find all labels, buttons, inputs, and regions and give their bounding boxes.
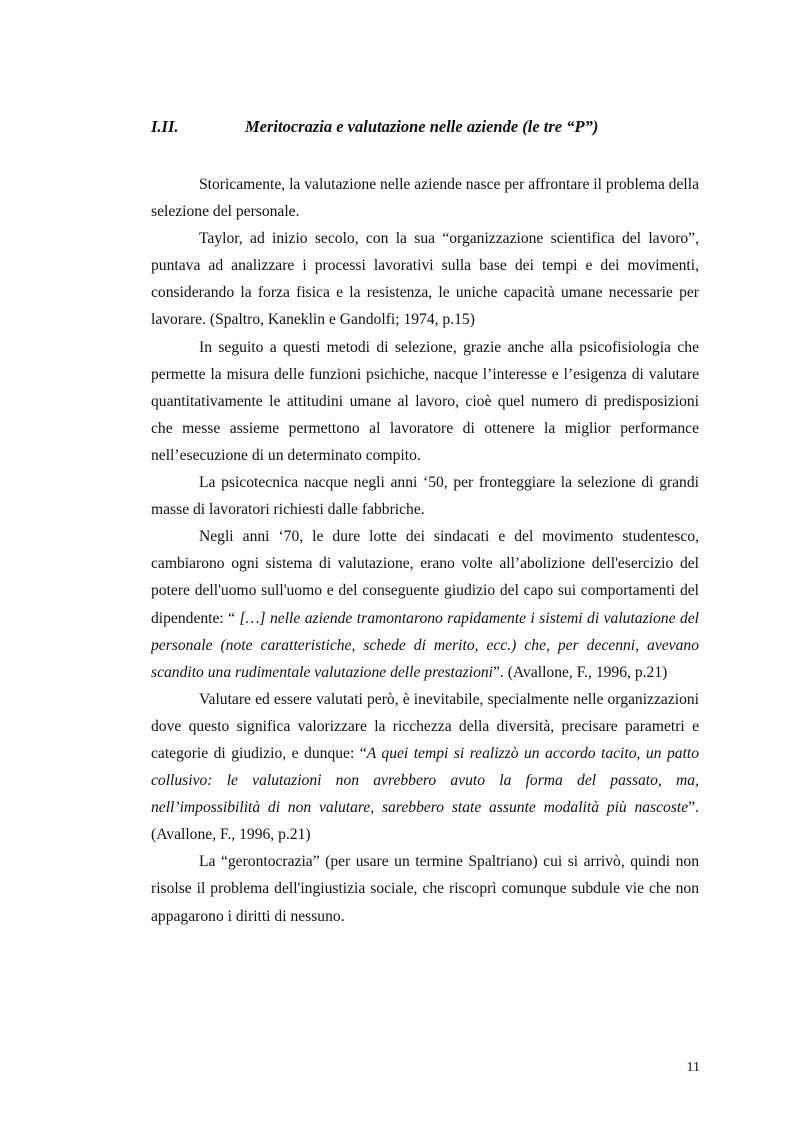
body-text: [151, 171, 699, 930]
paragraph-3: In seguito a questi metodi di selezione, grazie anche alla psicofisiologia che permette la misura delle funzioni psichiche, nacque l’interesse e l’esigenza di valutare quantitativamente le attitudini umane al lavoro, cioè quel numero di predisposizioni che messe assieme permettono al lavoratore di ottenere la miglior performance nell’esecuzione di un determinato compito.: [151, 338, 699, 464]
paragraph-2: Taylor, ad inizio secolo, con la sua “organizzazione scientifica del lavoro”, puntava ad analizzare i processi lavorativi sulla base dei tempi e dei movimenti, considerando la forza fisica e la resistenza, le uniche capacità umane necessarie per lavorare. (Spaltro, Kaneklin e Gandolfi; 1974, p.15): [151, 230, 699, 329]
paragraph-5-citation: ”. (Avallone, F., 1996, p.21): [493, 663, 668, 681]
section-title: Meritocrazia e valutazione nelle aziende (le tre “P”): [245, 117, 599, 136]
paragraph-6-text: Valutare ed essere valutati però, è inevitabile, specialmente nelle organizzazioni dove questo significa valorizzare la ricchezza della diversità, precisare parametri e categorie di giudizio, e dunque: “: [151, 690, 699, 762]
paragraph-7: La “gerontocrazia” (per usare un termine Spaltriano) cui si arrivò, quindi non risolse il problema dell'ingiustizia sociale, che riscoprì comunque subdule vie che non appagarono i diritti di nessuno.: [151, 853, 699, 925]
paragraph-6: [151, 686, 699, 849]
paragraph-5: [151, 523, 699, 686]
paragraph-4: La psicotecnica nacque negli anni ‘50, per fronteggiare la selezione di grandi masse di lavoratori richiesti dalle fabbriche.: [151, 474, 699, 519]
paragraph-6-citation: ”.(Avallone, F., 1996, p.21): [151, 799, 699, 844]
page-number: 11: [686, 1060, 700, 1075]
section-heading: [151, 115, 711, 139]
paragraph-5-quote: […] nelle aziende tramontarono rapidamente i sistemi di valutazione del personale (note caratteristiche, schede di merito, ecc.) che, per decenni, avevano scandito una rudimentale valutazione delle prestazioni: [151, 609, 699, 681]
paragraph-1: Storicamente, la valutazione nelle aziende nasce per affrontare il problema della selezione del personale.: [151, 176, 699, 221]
paragraph-6-quote: A quei tempi si realizzò un accordo tacito, un patto collusivo: le valutazioni non avrebbero avuto la forma del passato, ma, nell’impossibilità di non valutare, sarebbero state assunte modalità più nascoste: [151, 744, 700, 817]
paragraph-5-text: Negli anni ‘70, le dure lotte dei sindacati e del movimento studentesco, cambiarono ogni sistema di valutazione, erano volte all’abolizione dell'esercizio del potere dell'uomo sull'uomo e del conseguente giudizio del capo sui comportamenti del dipendente: “: [151, 528, 699, 627]
section-number: I.II.: [151, 117, 179, 136]
